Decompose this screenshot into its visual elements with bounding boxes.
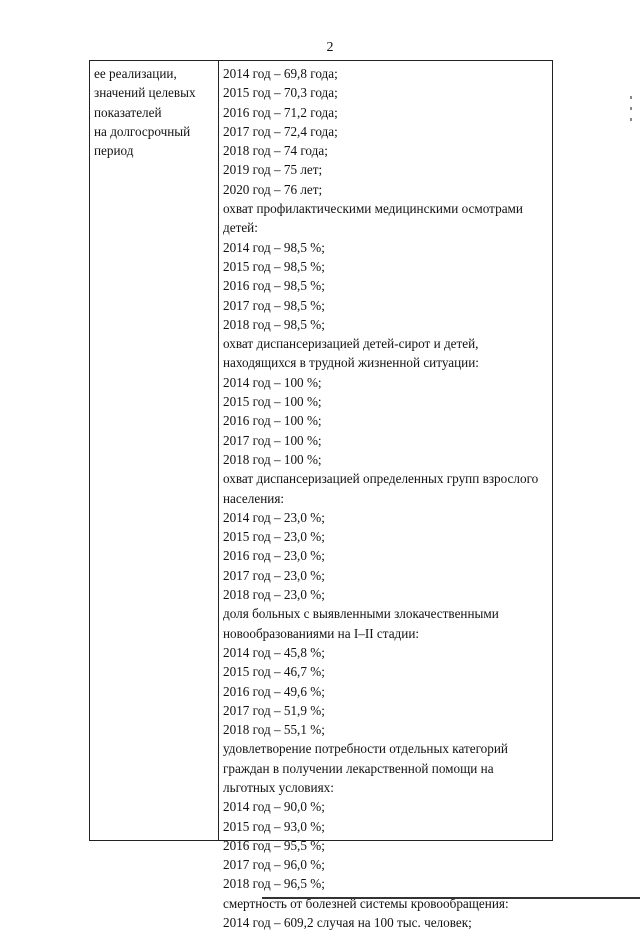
indicator-line: охват диспансеризацией детей-сирот и детей, [223, 336, 479, 352]
indicator-line: 2015 год – 98,5 %; [223, 258, 325, 274]
indicator-line: 2020 год – 76 лет; [223, 181, 323, 197]
indicator-line: 2017 год – 100 %; [223, 432, 322, 448]
indicator-line: населения: [223, 490, 285, 506]
indicator-line: 2015 год – 23,0 %; [223, 529, 325, 545]
indicator-line: 2016 год – 49,6 %; [223, 683, 325, 699]
indicator-line: охват диспансеризацией определенных групп взрослого [223, 471, 539, 487]
page-number: 2 [326, 40, 334, 55]
indicator-line: охват профилактическими медицинскими осмотрами [223, 201, 523, 217]
indicator-line: детей: [223, 220, 258, 236]
left-column-line: период [94, 143, 134, 159]
indicator-line: 2015 год – 93,0 %; [223, 818, 325, 834]
left-column-line: значений целевых [94, 85, 196, 101]
indicator-line: 2017 год – 51,9 %; [223, 702, 325, 718]
indicator-line: граждан в получении лекарственной помощи на [223, 760, 494, 776]
left-column-line: ее реализации, [94, 66, 177, 81]
indicator-line: 2015 год – 100 %; [223, 394, 322, 410]
edge-mark [630, 96, 632, 99]
left-column [94, 64, 216, 160]
indicator-line: удовлетворение потребности отдельных категорий [223, 741, 508, 757]
indicator-line: 2016 год – 98,5 %; [223, 278, 325, 294]
edge-mark [630, 118, 632, 121]
edge-mark [630, 107, 632, 110]
indicator-line: 2016 год – 100 %; [223, 413, 322, 429]
indicator-line: 2014 год – 45,8 %; [223, 644, 325, 660]
indicator-line: 2017 год – 23,0 %; [223, 567, 325, 583]
indicator-line: 2014 год – 90,0 %; [223, 799, 325, 815]
indicator-line: смертность от болезней системы кровообращения: [223, 895, 509, 911]
left-column-line: на долгосрочный [94, 123, 191, 139]
right-column [223, 64, 553, 932]
indicator-line: 2018 год – 98,5 %; [223, 316, 325, 332]
indicator-line: 2018 год – 55,1 %; [223, 722, 325, 738]
indicator-line: 2017 год – 72,4 года; [223, 123, 338, 139]
indicator-line: 2016 год – 95,5 %; [223, 837, 325, 853]
indicator-line: 2015 год – 46,7 %; [223, 664, 325, 680]
left-column-line: показателей [94, 104, 162, 120]
indicator-line: 2019 год – 75 лет; [223, 162, 323, 178]
indicator-line: 2017 год – 98,5 %; [223, 297, 325, 313]
indicator-line: новообразованиями на I–II стадии: [223, 625, 420, 641]
indicator-line: 2014 год – 69,8 года; [223, 66, 338, 81]
indicator-line: 2016 год – 71,2 года; [223, 104, 338, 120]
indicator-line: доля больных с выявленными злокачественными [223, 606, 499, 622]
indicator-line: 2018 год – 96,5 %; [223, 876, 325, 892]
indicator-line: 2018 год – 23,0 %; [223, 587, 325, 603]
column-divider [218, 61, 219, 840]
indicator-line: 2014 год – 98,5 %; [223, 239, 325, 255]
indicator-line: 2014 год – 23,0 %; [223, 509, 325, 525]
indicators-table [89, 60, 553, 931]
indicator-line: 2017 год – 96,0 %; [223, 857, 325, 873]
indicator-line: 2016 год – 23,0 %; [223, 548, 325, 564]
indicator-line: 2015 год – 70,3 года; [223, 85, 338, 101]
indicator-line: 2018 год – 74 года; [223, 143, 328, 159]
indicator-line: 2018 год – 100 %; [223, 451, 322, 467]
indicator-line: льготных условиях: [223, 779, 334, 795]
bottom-rule [262, 897, 640, 899]
indicator-line: 2014 год – 100 %; [223, 374, 322, 390]
indicator-line: находящихся в трудной жизненной ситуации: [223, 355, 479, 371]
indicator-line: 2014 год – 609,2 случая на 100 тыс. человек; [223, 915, 472, 931]
